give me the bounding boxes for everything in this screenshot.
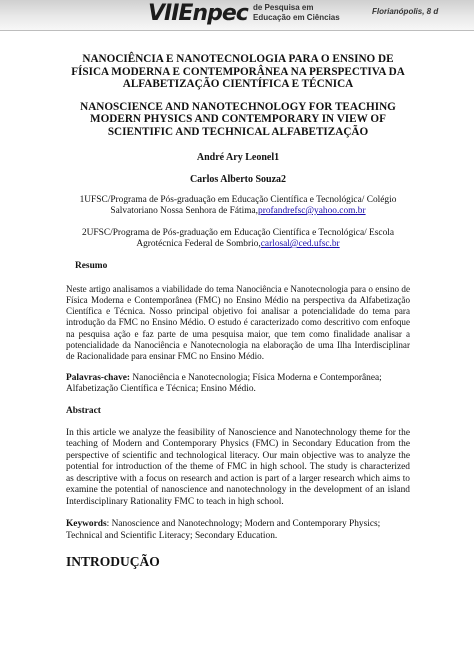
email-link-1[interactable]: profandrefsc@yahoo.com.br	[258, 206, 366, 217]
paper-title-portuguese: NANOCIÊNCIA E NANOTECNOLOGIA PARA O ENSINO DE FÍSICA MODERNA E CONTEMPORÂNEA NA PERSPECTIVA DA ALFABETIZAÇÃO CIENTÍFICA E TÉCNICA	[71, 53, 405, 91]
palavras-chave-list: Nanociência e Nanotecnologia; Física Moderna e Contemporânea; Alfabetização Científica e Técnica; Ensino Médio.	[66, 372, 382, 395]
subtitle-line-2: Educação em Ciências	[253, 13, 340, 22]
author-1: André Ary Leonel1	[196, 151, 280, 163]
affiliation-2-text: 2UFSC/Programa de Pós-graduação em Educação Científica e Tecnológica/ Escola Agrotécnica Federal de Sombrio,	[81, 227, 395, 250]
subtitle-line-1: de Pesquisa em	[253, 3, 314, 12]
author-2: Carlos Alberto Souza2	[189, 173, 287, 185]
conference-logo: VIIEnpec	[148, 1, 248, 26]
keywords	[66, 519, 410, 542]
keywords-list: : Nanoscience and Nanotechnology; Modern and Contemporary Physics; Technical and Scientific Literacy; Secondary Education.	[66, 519, 381, 541]
conference-header	[0, 0, 474, 31]
abstract-heading: Abstract	[66, 405, 101, 416]
affiliation-2	[66, 228, 410, 251]
conference-location: Florianópolis, 8 d	[372, 7, 439, 16]
affiliation-1-text: 1UFSC/Programa de Pós-graduação em Educação Científica e Tecnológica/ Colégio Salvatoriano Nossa Senhora de Fátima,	[79, 194, 397, 217]
palavras-chave	[66, 373, 410, 396]
email-link-2[interactable]: carlosal@ced.ufsc.br	[260, 239, 340, 250]
abstract-text: In this article we analyze the feasibility of Nanoscience and Nanotechnology theme for the teaching of Modern and Contemporary Physics (FMC) in Secondary Education from the perspective of scientific and technological literacy. Our main objective was to analyze the potential for introduction of the theme of FMC in high school. The study is characterized as descriptive with a focus on research and action is part of a larger research which aims to examine the potential of nanoscience and nanotechnology in the development of an island Interdisciplinary Rationality FMC to teach in high school.	[66, 427, 410, 507]
section-heading-introducao: INTRODUÇÃO	[66, 554, 160, 570]
affiliation-1	[66, 195, 410, 218]
resumo-text: Neste artigo analisamos a viabilidade do tema Nanociência e Nanotecnologia para o ensino de Física Moderna e Contemporânea (FMC) no Ensino Médio na perspectiva da Alfabetização Científica e Técnica. Nosso principal objetivo foi analisar a potencialidade do tema para introdução da FMC no Ensino Médio. O estudo é caracterizado como descritivo com enfoque na pesquisa ação e faz parte de uma pesquisa maior, que tem como finalidade analisar a potencialidade da Nanociência e Nanotecnologia na elaboração de uma Ilha Interdisciplinar de Racionalidade para ensinar FMC no Ensino Médio.	[66, 283, 410, 362]
resumo-heading: Resumo	[75, 260, 108, 271]
keywords-label: Keywords	[66, 519, 107, 530]
conference-subtitle	[253, 3, 340, 23]
palavras-chave-label: Palavras-chave:	[66, 372, 131, 383]
paper-body	[66, 53, 410, 570]
paper-title-english: NANOSCIENCE AND NANOTECHNOLOGY FOR TEACHING MODERN PHYSICS AND CONTEMPORARY IN VIEW OF SCIENTIFIC AND TECHNICAL ALFABETIZAÇÃO	[80, 100, 396, 138]
